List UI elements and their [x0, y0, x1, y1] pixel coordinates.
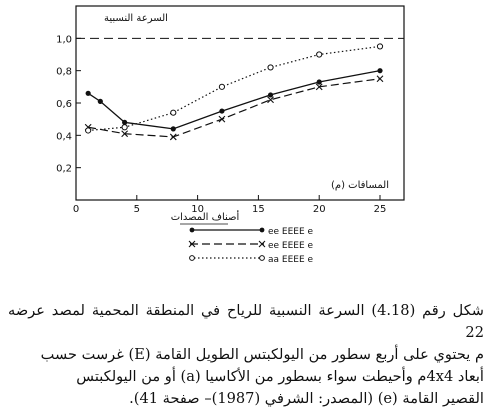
data-point [317, 52, 322, 57]
data-point [98, 99, 103, 104]
x-tick-label: 5 [133, 204, 140, 215]
legend-label-2: ee EEEE e [268, 241, 314, 251]
y-tick-label: 0,4 [56, 131, 72, 143]
y-tick-label: 0,8 [56, 66, 72, 78]
data-point [219, 108, 224, 113]
data-point [377, 44, 382, 49]
series-line-1 [88, 71, 380, 129]
y-tick-label: 0,2 [56, 163, 72, 175]
data-point [86, 128, 91, 133]
x-tick-label: 15 [252, 204, 265, 215]
y-tick-label: 1,0 [56, 34, 72, 46]
legend-marker [190, 228, 195, 233]
y-axis-label: السرعة النسبية [104, 13, 168, 24]
data-point [170, 134, 176, 140]
data-point [377, 76, 383, 82]
legend-marker [260, 228, 265, 233]
legend-label-1: ee EEEE e [268, 227, 314, 237]
plot-frame [76, 6, 404, 200]
caption-line-2: م يحتوي على أربع سطور من اليولكبتس الطويل القامة (E) غرست حسب [40, 346, 484, 363]
data-point [122, 125, 127, 130]
legend-marker [259, 241, 265, 247]
legend-label-3: aa EEEE e [268, 255, 314, 265]
x-tick-label: 10 [191, 204, 204, 215]
data-point [171, 110, 176, 115]
x-tick-label: 0 [72, 204, 80, 215]
x-axis-label: المسافات (م) [331, 180, 389, 191]
data-point [268, 97, 274, 103]
x-tick-label: 25 [373, 204, 387, 215]
data-point [219, 84, 224, 89]
data-point [219, 116, 225, 122]
series-line-3 [88, 46, 380, 130]
legend-marker [190, 256, 195, 261]
x-tick-label: 20 [312, 204, 326, 215]
figure-caption [8, 300, 484, 410]
data-point [268, 92, 273, 97]
caption-line-1: شكل رقم (4.18) السرعة النسبية للرياح في المنطقة المحمية لمصد عرضه 22 [8, 302, 484, 341]
y-tick-label: 0,6 [56, 99, 72, 110]
data-point [268, 65, 273, 70]
caption-line-4: القصير القامة (e) (المصدر: الشرفي (1987)– صفحة 41). [129, 390, 484, 407]
series-line-2 [88, 79, 380, 137]
legend-title: أصناف المصدات [170, 212, 240, 223]
legend-marker [260, 256, 265, 261]
data-point [171, 126, 176, 131]
caption-line-3: أبعاد 4x4م وأحيطت سواء بسطور من الأكاسيا (a) أو من اليولكبتس [76, 368, 484, 385]
data-point [317, 79, 322, 84]
data-point [377, 68, 382, 73]
data-point [86, 91, 91, 96]
